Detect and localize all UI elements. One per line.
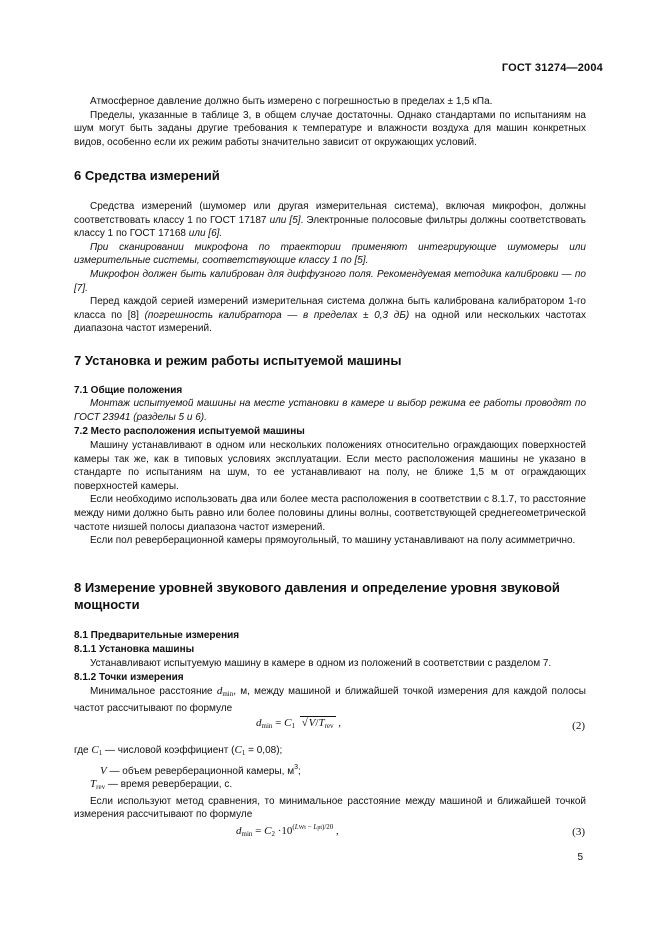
c1-symbol: $C_1$ — [234, 744, 246, 757]
section-7-1-title: 7.1 Общие положения — [74, 385, 183, 396]
paragraph: Атмосферное давление должно быть измерено с погрешностью в пределах ± 1,5 кПа. — [90, 96, 493, 107]
section-6-body — [74, 200, 586, 336]
text-run: или [6]. — [188, 228, 223, 240]
text-run: — время реверберации, с. — [105, 779, 233, 791]
intro-block — [74, 95, 586, 149]
paragraph: Монтаж испытуемой машины на месте установки в камере и выбор режима ее работы проводят по ГОСТ 23941 (разделы 5 и 6). — [74, 398, 586, 423]
page-number: 5 — [577, 852, 583, 863]
text-run: Перед каждой серией измерений измерительная система должна быть калибрована калибратором 1-го класса по [8] — [74, 296, 586, 321]
paragraph — [74, 685, 586, 715]
section-8-1-2-body — [74, 685, 586, 715]
c1-symbol: $C_1$ — [91, 744, 103, 757]
paragraph: Устанавливают испытуемую машину в камере в одном из положений в соответствии с разделом 7. — [90, 658, 552, 669]
section-7-1-body — [74, 397, 586, 424]
text-run: . Электронные полосовые фильтры должны соответствовать классу 1 по ГОСТ 17168 — [74, 214, 586, 240]
text-run: — числовой коэффициент ( — [102, 745, 235, 756]
section-6-title: 6 Средства измерений — [74, 168, 220, 183]
where-clause — [74, 744, 586, 822]
text-run: (погрешность калибратора — в пределах ± 0,3 дБ) — [144, 309, 410, 321]
text-run: = 0,08); — [245, 745, 283, 756]
equation-number-2: (2) — [572, 720, 585, 732]
text-run: или [5] — [269, 214, 301, 226]
paragraph: Микрофон должен быть калиброван для диффузного поля. Рекомендуемая методика калибровки — по [7]. — [74, 268, 586, 294]
t-rev-symbol: $T_{rev}$ — [90, 778, 106, 792]
section-7-2-body — [74, 439, 586, 548]
text-run: Средства измерений (шумомер или другая измерительная система), включая микрофон, должны соответствовать классу 1 по ГОСТ 17187 — [74, 201, 586, 226]
d-min-symbol: $d_{min}$ — [216, 685, 234, 698]
where-v — [74, 761, 586, 779]
paragraph: Если пол реверберационной камеры прямоугольный, то машину устанавливают на полу асимметрично. — [90, 535, 576, 547]
text-run: — объем реверберационной камеры, м — [106, 765, 295, 777]
section-7-2-title: 7.2 Место расположения испытуемой машины — [74, 426, 305, 437]
paragraph — [74, 295, 586, 336]
paragraph: При сканировании микрофона по траектории применяют интегрирующие шумомеры или измерительные системы, соответствующие классу 1 по [5]. — [74, 241, 586, 267]
section-8-1-2-title: 8.1.2 Точки измерения — [74, 672, 184, 683]
superscript: 3 — [294, 763, 298, 771]
where-c1 — [74, 744, 586, 761]
section-8-1-1-title: 8.1.1 Установка машины — [74, 644, 195, 655]
formula-2: $d_{min} = C_1$ √ $V/T_{rev}$ , — [256, 717, 342, 730]
paragraph: Машину устанавливают в одном или нескольких положениях относительно ограждающих поверхностей камеры так же, как в типовых условиях эксплуатации. Если место расположения машины не указано в стандарте по испытаниям на шум, то ее устанавливают на полу, не ближе 1,5 м от ограждающих поверхностей камеры. — [74, 440, 586, 492]
paragraph: Пределы, указанные в таблице 3, в общем случае достаточны. Однако стандартами по испытаниям на шум могут быть заданы другие требования к температуре и влажности воздуха для машин конкретных видов, особенно если их режим работы значительно зависит от окружающих условий. — [74, 109, 586, 148]
text-run: где — [74, 745, 92, 756]
section-7-title: 7 Установка и режим работы испытуемой машины — [74, 353, 402, 368]
paragraph: Если необходимо использовать два или более места расположения в соответствии с 8.1.7, то расстояние между ними должно быть равно или более половины длины волны, соответствующей среднегеометрической частоте низшей полосы диапазона частот измерений. — [74, 494, 586, 533]
text-run: Минимальное расстояние — [90, 686, 217, 697]
section-8-1-1-body — [74, 657, 586, 671]
paragraph — [74, 200, 586, 241]
standard-header: ГОСТ 31274—2004 — [501, 62, 603, 74]
v-symbol: V — [100, 764, 107, 777]
where-t — [74, 778, 586, 795]
text-run: на одной или нескольких частотах диапазона частот измерений. — [74, 309, 586, 335]
section-8-1-title: 8.1 Предварительные измерения — [74, 630, 240, 641]
section-8-title: 8 Измерение уровней звукового давления и определение уровня звуковой мощности — [74, 580, 560, 612]
text-run: , м, между машиной и ближайшей точкой измерения для каждой полосы частот рассчитывают по формуле — [74, 686, 586, 714]
text-run: ; — [297, 765, 301, 777]
formula-3: $d_{min} = C_2 \cdot 10^{(LWt - Lpt)/20}$ , — [236, 823, 339, 838]
equation-number-3: (3) — [572, 826, 585, 838]
paragraph: Если используют метод сравнения, то минимальное расстояние между машиной и ближайшей точкой измерения рассчитывают по формуле — [74, 795, 586, 821]
